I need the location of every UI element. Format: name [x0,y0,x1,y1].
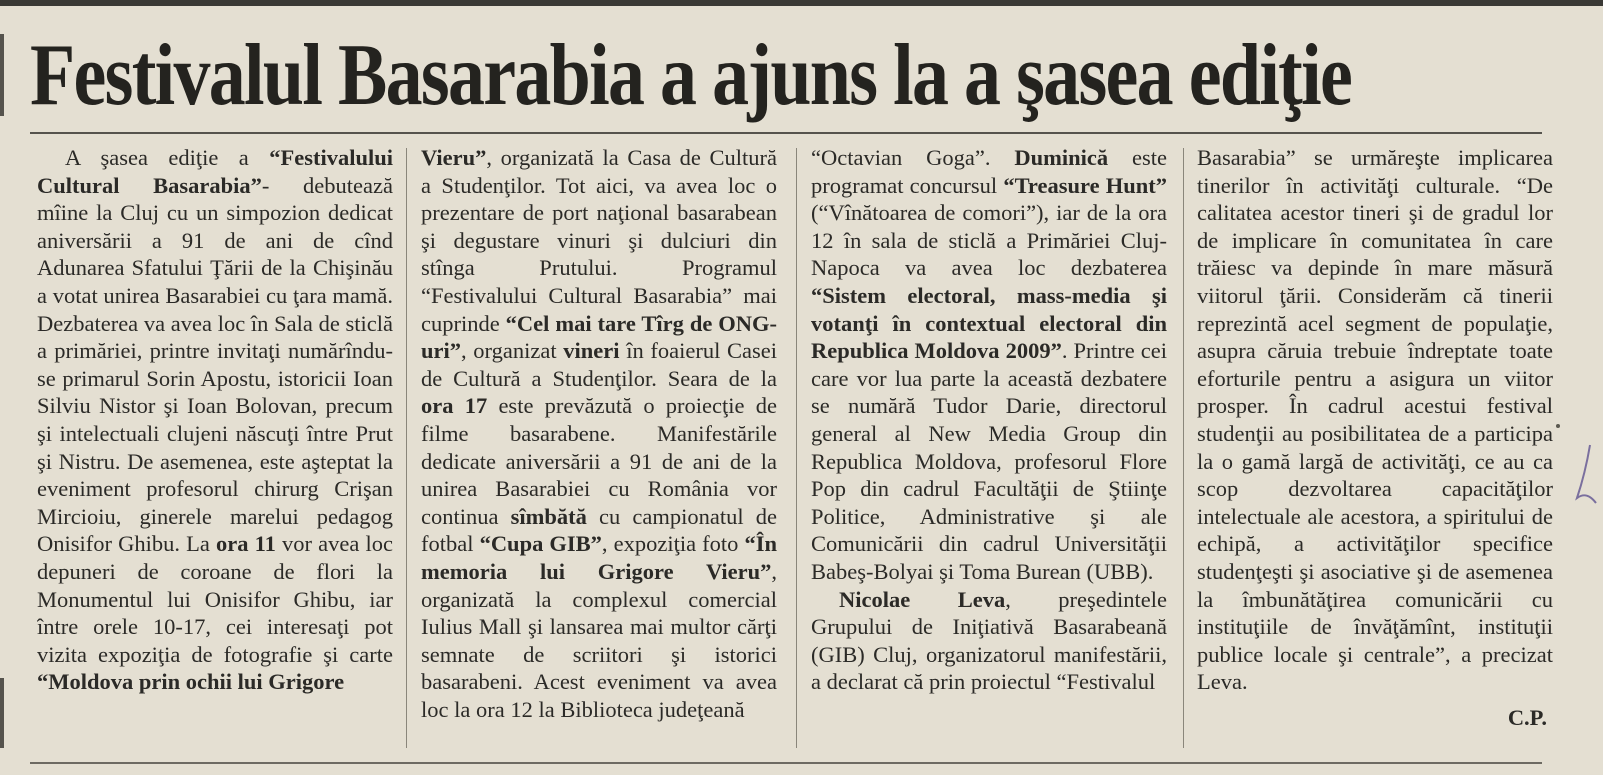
bold-text-run: Vieru” [421,145,487,170]
bold-text-run: Duminică [1014,145,1109,170]
article-column-2 [421,144,777,756]
text-run: “Octavian Goga”. [811,145,1015,170]
bold-text-run: “Cel mai tare Tîrg de ONG-uri” [421,310,777,364]
bold-text-run: ora 17 [421,393,488,419]
text-run: . Printre cei care vor lua parte la această dezbatere se numără Tudor Darie, directorul general al New Media Group din Republica Moldova, profesorul Flore Pop din cadrul Facultăţii de Ştiinţe Politice, Administrative şi ale Comunicării din cadrul Universităţii Babeş-Bolyai şi Toma Burean (UBB). [811,338,1167,584]
text-run: , expoziţia foto [601,531,745,557]
page-edge-mark [0,34,4,116]
paragraph [811,586,1167,696]
article-column-4 [1197,144,1553,756]
pen-dot-mark [1556,424,1560,428]
handwritten-pen-mark [1572,443,1598,513]
column-divider [796,148,797,748]
text-run: , organizat [461,338,564,364]
bold-text-run: “Festivalului Cultural Basarabia” [37,145,393,198]
headline-rule [30,132,1542,134]
paragraph [37,144,393,696]
bold-text-run: “Treasure Hunt” [1003,172,1167,198]
bold-text-run: “Sistem electoral, mass-media şi votanţi în contextual electoral din Republica Moldova 2009” [811,282,1167,364]
text-run: , organizată la Casa de Cultură a Studenţilor. Tot aici, va avea loc o prezentare de port naţional basarabean şi degustare vinuri şi dulciuri din stînga Prutului. Programul “Festivalului Cultural Basarabia” mai cuprinde [421,145,777,336]
column-divider [406,148,407,748]
text-run: A şasea ediţie a [65,145,270,170]
text-run: , preşedintele Grupului de Iniţiativă Basarabeană (GIB) Cluj, organizatorul manifestării, a declarat că prin proiectul “Festivalul [811,586,1167,695]
bold-text-run: “Moldova prin ochii lui Grigore [37,669,345,695]
text-run: - debutează mîine la Cluj cu un simpozion dedicat aniversării a 91 de ani de cînd Adunarea Sfatului Ţării de la Chişinău a votat unirea Basarabiei cu ţara mamă. Dezbaterea va avea loc în Sala de sticlă a primăriei, printre invitaţi numărîndu-se primarul Sorin Apostu, istoricii Ioan Silviu Nistor şi Ioan Bolovan, precum şi intelectuali clujeni născuţi între Prut şi Nistru. De asemenea, este aşteptat la eveniment profesorul chirurg Crişan Mircioiu, ginerele marelui pedagog Onisifor Ghibu. La [37,172,393,557]
bold-text-run: vineri [563,338,620,364]
text-run: Basarabia” se urmăreşte implicarea tinerilor în activităţi culturale. “De calitatea acestor tineri şi de gradul lor de implicare în comunitatea în care trăiesc va depinde în mare măsură viitorul ţării. Considerăm că tinerii reprezintă acel segment de populaţie, asupra căruia trebuie îndreptate toate eforturile pentru a asigura un viitor prosper. În cadrul acestui festival studenţii au posibilitatea de a participa la o gamă largă de activităţi, ce au ca scop dezvoltarea capacităţilor intelectuale ale acestora, a spiritului de echipă, a activităţilor specifice studenţeşti şi asociative şi de asemenea la îmbunătăţirea comunicării cu instituţiile de învăţămînt, instituţii publice locale şi centrale”, a precizat Leva. [1197,145,1553,695]
text-run: este programat concursul [811,145,1167,198]
text-run: , organizată la complexul comercial Iulius Mall şi lansarea mai multor cărţi semnate de scriitori şi istorici basarabeni. Acest eveniment va avea loc la ora 12 la Biblioteca judeţeană [421,558,777,722]
paragraph [811,144,1167,586]
top-rule [0,0,1603,6]
text-run: în foaierul Casei de Cultură a Studenţilor. Seara de la [421,338,777,391]
bold-text-run: sîmbătă [510,503,587,529]
article-headline: Festivalul Basarabia a ajuns la a şasea ediţie [30,27,1352,124]
text-run: este prevăzută o proiecţie de filme basarabene. Manifestările dedicate aniversării a 91 de ani de la unirea Basarabiei cu România vor continua [421,393,777,529]
article-column-3 [811,144,1167,756]
paragraph [1197,144,1553,696]
author-signature: C.P. [1507,704,1547,730]
text-run: vor avea loc depuneri de coroane de flori la Monumentul lui Onisifor Ghibu, iar între orele 10-17, cei interesaţi pot vizita expoziţia de fotografie şi carte [37,531,393,667]
paragraph [421,144,777,723]
text-run: cu campionatul de fotbal [421,503,777,557]
bottom-rule [30,762,1542,764]
article-column-1 [37,144,393,756]
column-divider [1183,148,1184,748]
bold-text-run: Nicolae Leva [839,586,1006,612]
text-run: (“Vînătoarea de comori”), iar de la ora 12 în sala de sticlă a Primăriei Cluj-Napoca va avea loc dezbaterea [811,200,1167,281]
bold-text-run: ora 11 [216,531,276,557]
page-edge-mark [0,678,4,748]
bold-text-run: “Cupa GIB” [479,531,602,557]
bold-text-run: “În memoria lui Grigore Vieru” [421,531,777,584]
